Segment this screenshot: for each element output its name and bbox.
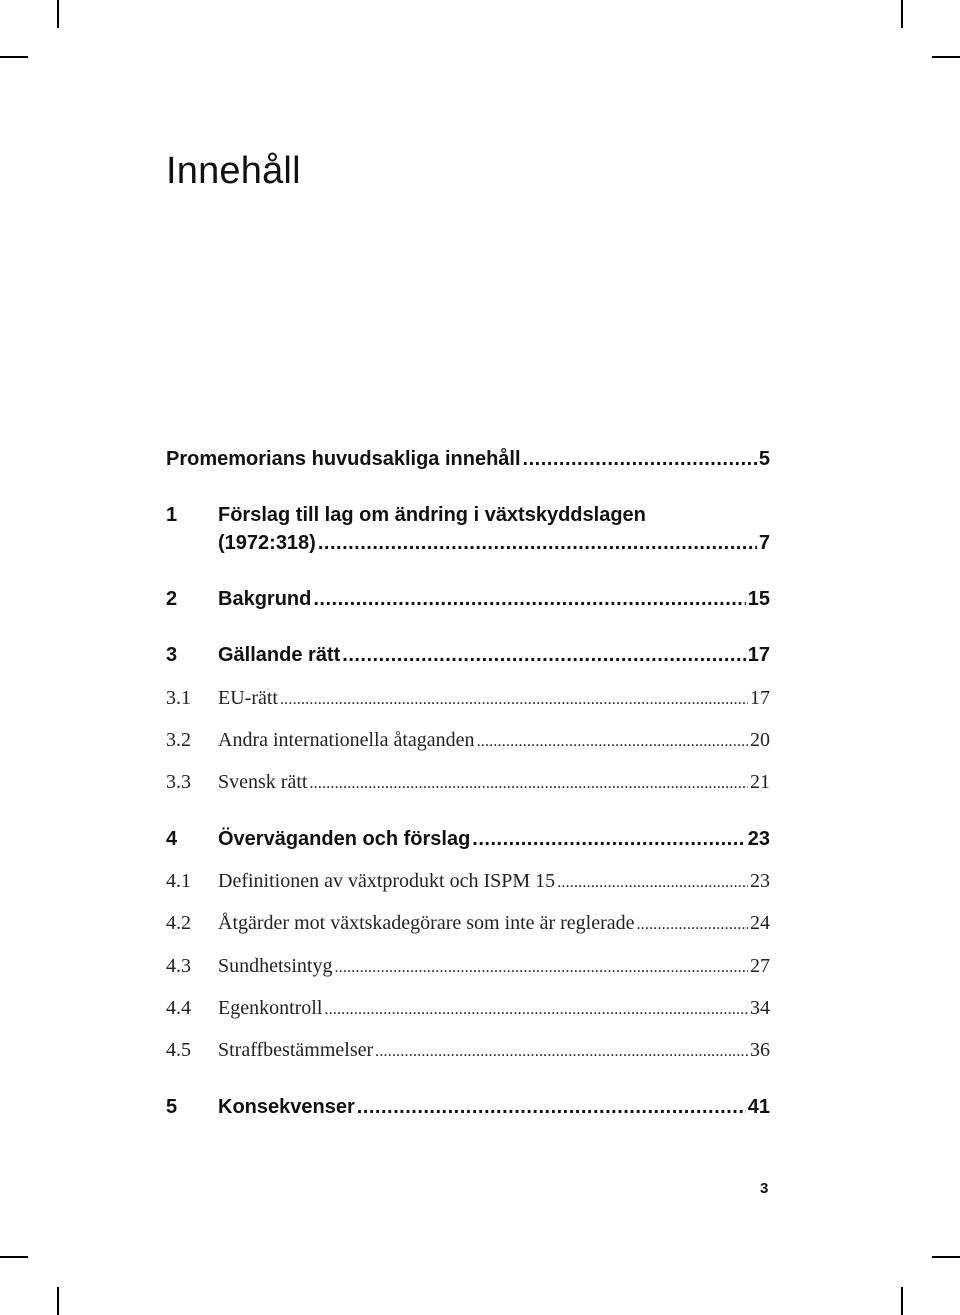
toc-entry[interactable] <box>166 1039 770 1062</box>
toc-entry-title: Överväganden och förslag <box>218 828 471 850</box>
toc-entry-number: 4.2 <box>166 912 191 934</box>
dot-leader <box>357 1096 746 1119</box>
dot-leader <box>313 588 745 611</box>
toc-entry[interactable] <box>166 997 770 1020</box>
toc-entry[interactable] <box>166 644 770 667</box>
toc-entry-title: Egenkontroll <box>218 997 323 1019</box>
toc-entry-title: Sundhetsintyg <box>218 955 333 977</box>
toc-entry[interactable] <box>166 588 770 611</box>
dot-leader <box>375 1043 748 1061</box>
toc-entry-page: 23 <box>747 828 770 850</box>
toc-entry-page: 7 <box>758 532 770 554</box>
toc-entry-number: 4 <box>166 828 178 850</box>
crop-mark <box>932 56 960 58</box>
toc-entry-number: 3 <box>166 644 178 666</box>
toc-entry-title: Andra internationella åtaganden <box>218 729 475 751</box>
toc-entry-title: Definitionen av växtprodukt och ISPM 15 <box>218 870 556 892</box>
toc-entry-title: Svensk rätt <box>218 771 308 793</box>
toc-entry-page: 23 <box>750 870 770 892</box>
dot-leader <box>472 828 745 851</box>
dot-leader <box>523 448 757 471</box>
toc-entry-continuation[interactable] <box>166 532 770 555</box>
toc-entry-page: 27 <box>750 955 770 977</box>
toc-entry-number: 3.2 <box>166 729 191 751</box>
dot-leader <box>280 691 748 709</box>
toc-entry-number: 4.4 <box>166 997 191 1019</box>
dot-leader <box>318 532 757 555</box>
toc-entry-number: 5 <box>166 1096 178 1118</box>
toc-entry-page: 41 <box>747 1096 770 1118</box>
toc-entry[interactable] <box>166 828 770 851</box>
toc-entry[interactable] <box>166 955 770 978</box>
toc-entry-title: Åtgärder mot växtskadegörare som inte är reglerade <box>218 912 635 934</box>
dot-leader <box>477 733 748 751</box>
toc-entry-title: Bakgrund <box>218 588 312 610</box>
crop-mark <box>932 1256 960 1258</box>
page-number: 3 <box>760 1180 769 1197</box>
toc-entry-number: 4.3 <box>166 955 191 977</box>
toc-entry-number: 3.3 <box>166 771 191 793</box>
toc-entry-page: 5 <box>758 448 770 470</box>
toc-entry-page: 15 <box>747 588 770 610</box>
toc-entry-title: Gällande rätt <box>218 644 341 666</box>
crop-mark <box>57 1287 59 1315</box>
toc-entry[interactable] <box>166 771 770 794</box>
toc-entry-title: Förslag till lag om ändring i växtskyddslagen <box>218 504 646 526</box>
toc-entry-title: EU-rätt <box>218 687 278 709</box>
dot-leader <box>636 916 748 934</box>
toc-entry[interactable] <box>166 870 770 893</box>
toc-entry[interactable] <box>166 729 770 752</box>
toc-entry-number: 4.1 <box>166 870 191 892</box>
page-title: Innehåll <box>166 150 301 192</box>
crop-mark <box>901 0 903 28</box>
toc-entry[interactable] <box>166 448 770 471</box>
dot-leader <box>309 775 748 793</box>
toc-entry-page: 17 <box>750 687 770 709</box>
crop-mark <box>901 1287 903 1315</box>
crop-mark <box>57 0 59 28</box>
dot-leader <box>334 959 748 977</box>
toc-entry[interactable] <box>166 912 770 935</box>
crop-mark <box>0 1256 28 1258</box>
toc-entry-title: Promemorians huvudsakliga innehåll <box>166 448 521 470</box>
toc-entry-page: 20 <box>750 729 770 751</box>
toc-entry-number: 4.5 <box>166 1039 191 1061</box>
dot-leader <box>557 874 748 892</box>
toc-entry-number: 1 <box>166 504 178 526</box>
toc-entry-page: 17 <box>747 644 770 666</box>
toc-entry[interactable] <box>166 1096 770 1119</box>
toc-entry-page: 36 <box>750 1039 770 1061</box>
toc-entry-page: 34 <box>750 997 770 1019</box>
dot-leader <box>342 644 745 667</box>
toc-entry[interactable] <box>166 504 770 527</box>
toc-entry-page: 21 <box>750 771 770 793</box>
toc-entry-number: 3.1 <box>166 687 191 709</box>
toc-entry-title: Straffbestämmelser <box>218 1039 374 1061</box>
dot-leader <box>324 1001 748 1019</box>
crop-mark <box>0 56 28 58</box>
toc-entry-page: 24 <box>750 912 770 934</box>
toc-entry-title-line2: (1972:318) <box>218 532 316 554</box>
toc-entry-title: Konsekvenser <box>218 1096 355 1118</box>
toc-entry-number: 2 <box>166 588 178 610</box>
toc-entry[interactable] <box>166 687 770 710</box>
